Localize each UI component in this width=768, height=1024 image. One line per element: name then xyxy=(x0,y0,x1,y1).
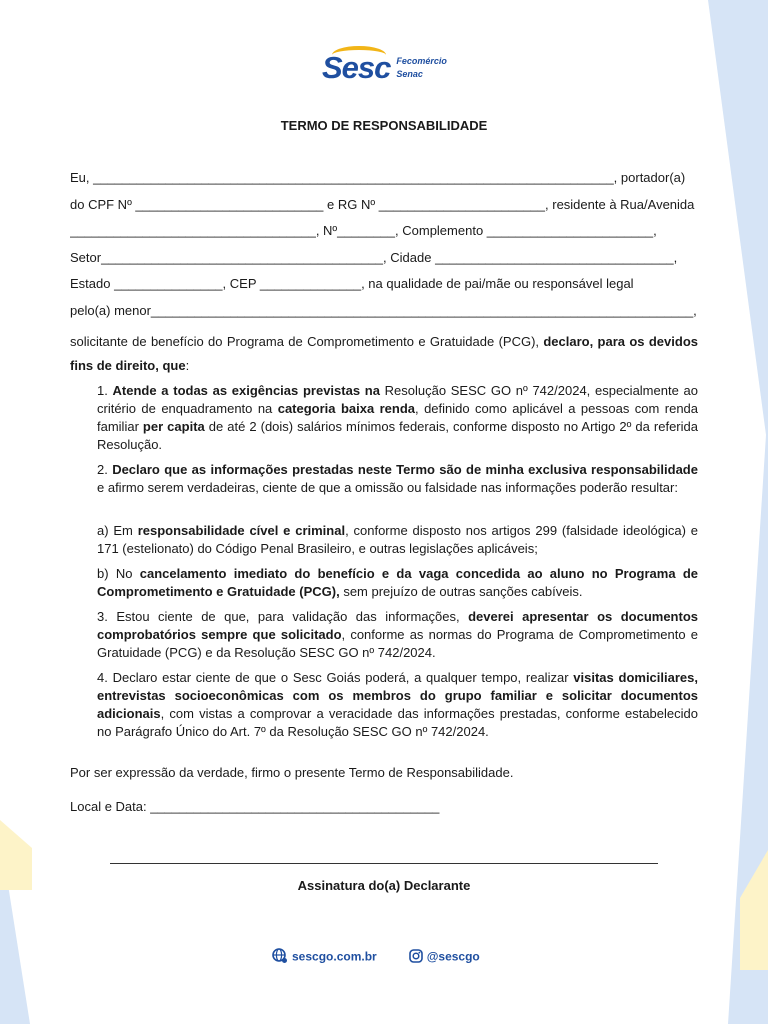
decor-top-right xyxy=(708,0,768,450)
signature-line xyxy=(110,863,658,864)
form-line-5: Estado _______________, CEP ______________, na qualidade de pai/mãe ou responsável legal xyxy=(70,276,634,291)
item-1: 1. Atende a todas as exigências previstas na Resolução SESC GO nº 742/2024, especialmente ao critério de enquadramento na categoria baixa renda, definido como aplicável a pessoas com renda familiar per capita de até 2 (dois) salários mínimos federais, conforme disposto no Artigo 2º da referida Resolução. xyxy=(97,383,699,452)
item-b: b) No cancelamento imediato do benefício e da vaga concedida ao aluno no Programa de Comprometimento e Gratuidade (PCG), sem prejuízo de outras sanções cabíveis. xyxy=(97,566,699,599)
instagram-icon xyxy=(409,949,423,966)
footer xyxy=(272,948,480,967)
footer-social[interactable]: @sescgo xyxy=(409,949,480,966)
form-line-2: do CPF Nº __________________________ e RG Nº _______________________, residente à Rua/Avenida xyxy=(70,197,695,212)
logo-arc xyxy=(332,46,386,64)
footer-website[interactable]: sescgo.com.br xyxy=(272,948,377,967)
form-line-4: Setor_______________________________________, Cidade _________________________________, xyxy=(70,250,678,265)
intro-paragraph: solicitante de benefício do Programa de Comprometimento e Gratuidade (PCG), declaro, para os devidos fins de direito, que: xyxy=(70,334,698,373)
page-title: TERMO DE RESPONSABILIDADE xyxy=(280,118,488,133)
logo-word: Sesc xyxy=(322,52,390,83)
globe-icon xyxy=(272,948,288,967)
signature-label: Assinatura do(a) Declarante xyxy=(297,878,471,893)
logo-subtitle: Fecomércio Senac xyxy=(396,56,447,79)
closing-statement: Por ser expressão da verdade, firmo o presente Termo de Responsabilidade. xyxy=(70,765,514,780)
form-line-6: pelo(a) menor___________________________________________________________________________, xyxy=(70,303,697,318)
item-2: 2. Declaro que as informações prestadas neste Termo são de minha exclusiva responsabilidade e afirmo serem verdadeiras, ciente de que a omissão ou falsidade nas informações poderão resultar: xyxy=(97,462,698,495)
item-a: a) Em responsabilidade cível e criminal, conforme disposto nos artigos 299 (falsidade ideológica) e 171 (estelionato) do Código Penal Brasileiro, e outras legislações aplicáveis; xyxy=(97,523,698,556)
form-line-3: __________________________________, Nº________, Complemento _______________________, xyxy=(70,223,657,238)
item-4: 4. Declaro estar ciente de que o Sesc Goiás poderá, a qualquer tempo, realizar visitas domiciliares, entrevistas socioeconômicas com os membros do grupo familiar e solicitar documentos adicionais, com vistas a comprovar a veracidade das informações prestadas, conforme estabelecido no Parágrafo Único do Art. 7º da Resolução SESC GO nº 742/2024. xyxy=(97,670,698,739)
local-date-field: Local e Data: ________________________________________ xyxy=(70,799,440,814)
form-line-1: Eu, ________________________________________________________________________, portador(a) xyxy=(70,170,686,185)
item-3: 3. Estou ciente de que, para validação das informações, deverei apresentar os documentos comprobatórios sempre que solicitado, conforme as normas do Programa de Comprometimento e Gratuidade (PCG) e da Resolução SESC GO nº 742/2024. xyxy=(97,609,698,660)
sesc-logo xyxy=(322,52,447,83)
